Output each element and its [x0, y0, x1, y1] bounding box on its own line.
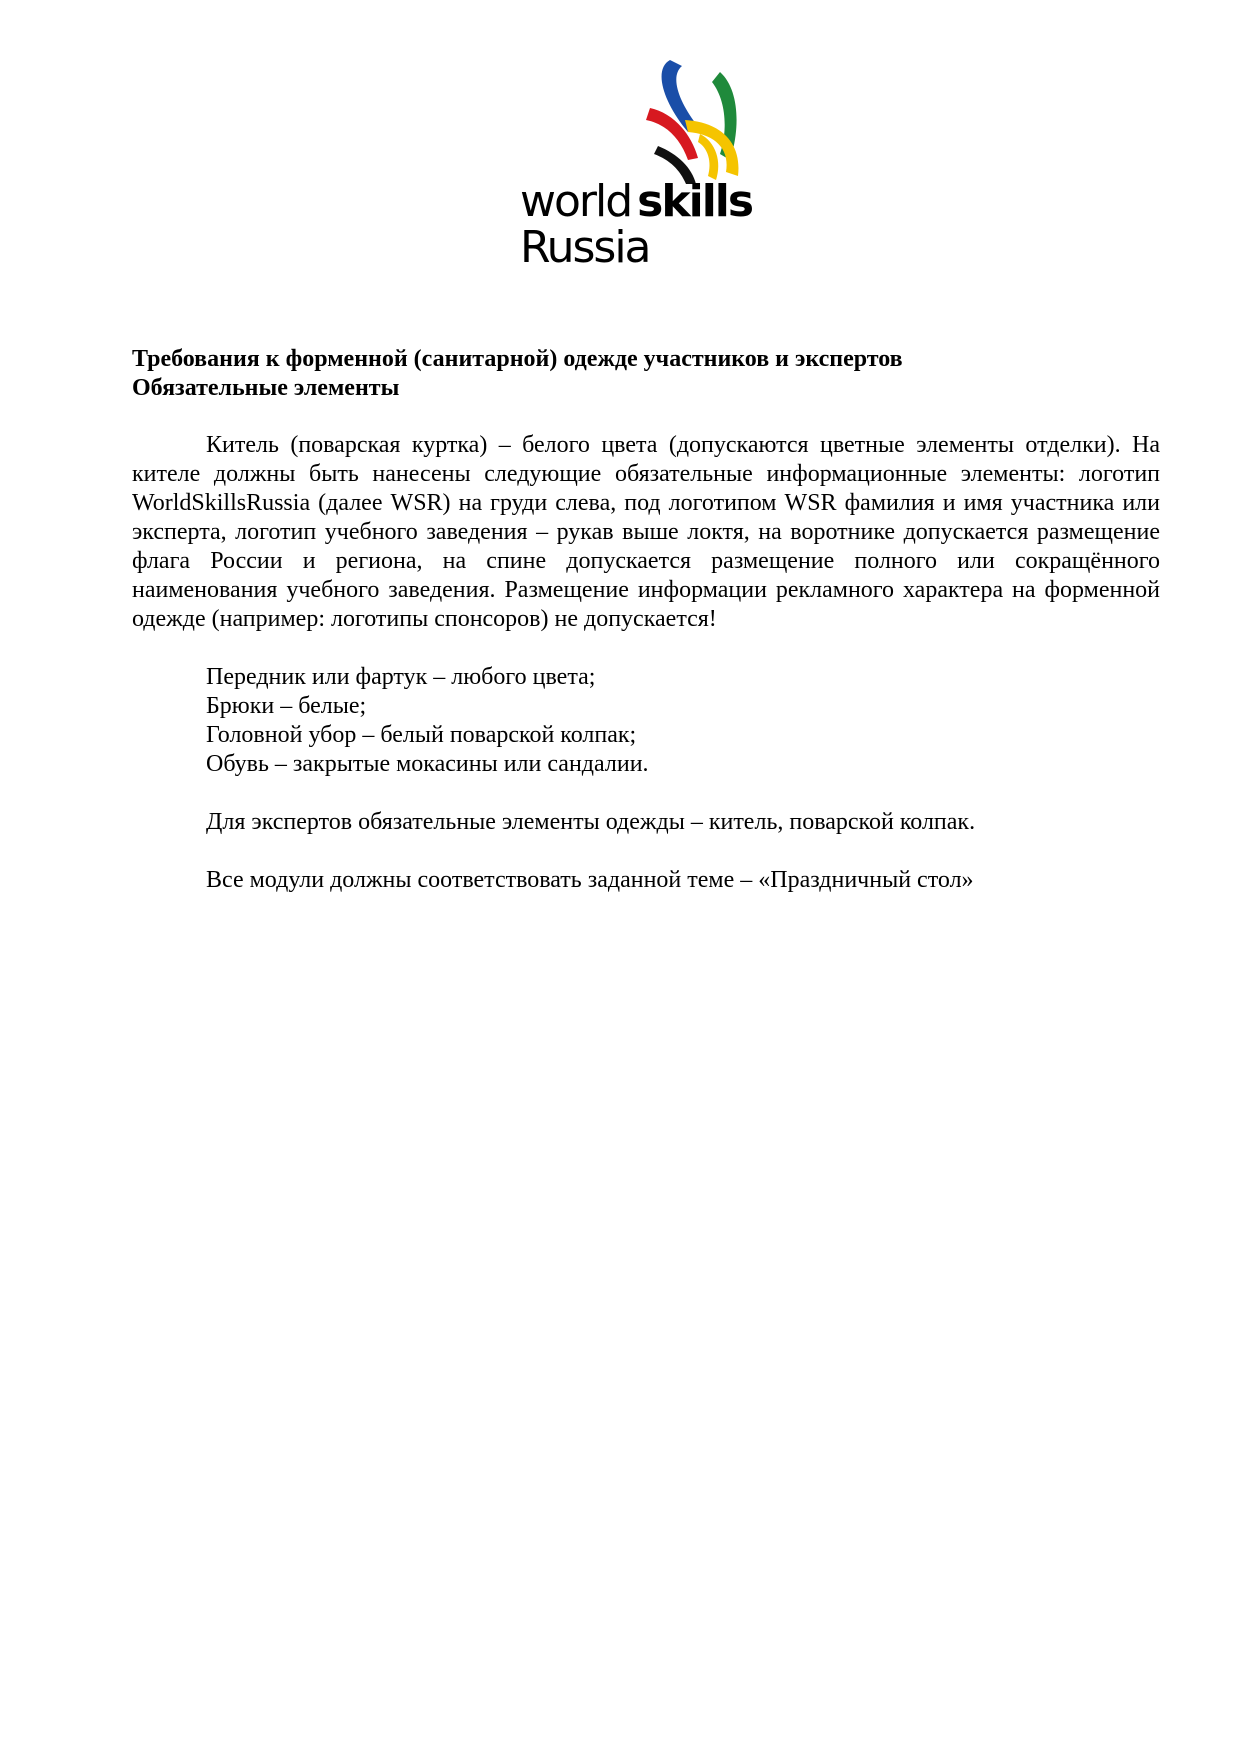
- logo-emblem-icon: [520, 50, 760, 190]
- logo-word-world: world: [520, 176, 632, 227]
- list-item: Передник или фартук – любого цвета;: [206, 664, 596, 690]
- list-item: Брюки – белые;: [206, 693, 367, 719]
- heading-line2: Обязательные элементы: [132, 375, 400, 401]
- logo-word-skills: skills: [637, 176, 753, 227]
- heading-line1: Требования к форменной (санитарной) одежде участников и экспертов: [132, 346, 903, 372]
- logo-wordmark: [520, 176, 753, 227]
- document-body: [132, 345, 1160, 895]
- logo-word-russia: Russia: [520, 222, 650, 273]
- paragraph-uniform-requirements: Китель (поварская куртка) – белого цвета (допускаются цветные элементы отделки). На кителе должны быть нанесены следующие обязательные информационные элементы: логотип WorldSkillsRussia (далее WSR) на груди слева, под логотипом WSR фамилия и имя участника или эксперта, логотип учебного заведения – рукав выше локтя, на воротнике допускается размещение флага России и региона, на спине допускается размещение полного или сокращённого наименования учебного заведения. Размещение информации рекламного характера на форменной одежде (например: логотипы спонсоров) не допускается!: [132, 432, 1160, 632]
- list-item: Обувь – закрытые мокасины или сандалии.: [206, 751, 649, 777]
- list-item: Головной убор – белый поварской колпак;: [206, 722, 637, 748]
- experts-note: Для экспертов обязательные элементы одежды – китель, поварской колпак.: [206, 809, 976, 835]
- heading: [132, 345, 1160, 403]
- theme-note: Все модули должны соответствовать заданной теме – «Праздничный стол»: [206, 867, 974, 893]
- worldskills-russia-logo: [520, 50, 760, 273]
- clothing-items-list: [132, 663, 1160, 779]
